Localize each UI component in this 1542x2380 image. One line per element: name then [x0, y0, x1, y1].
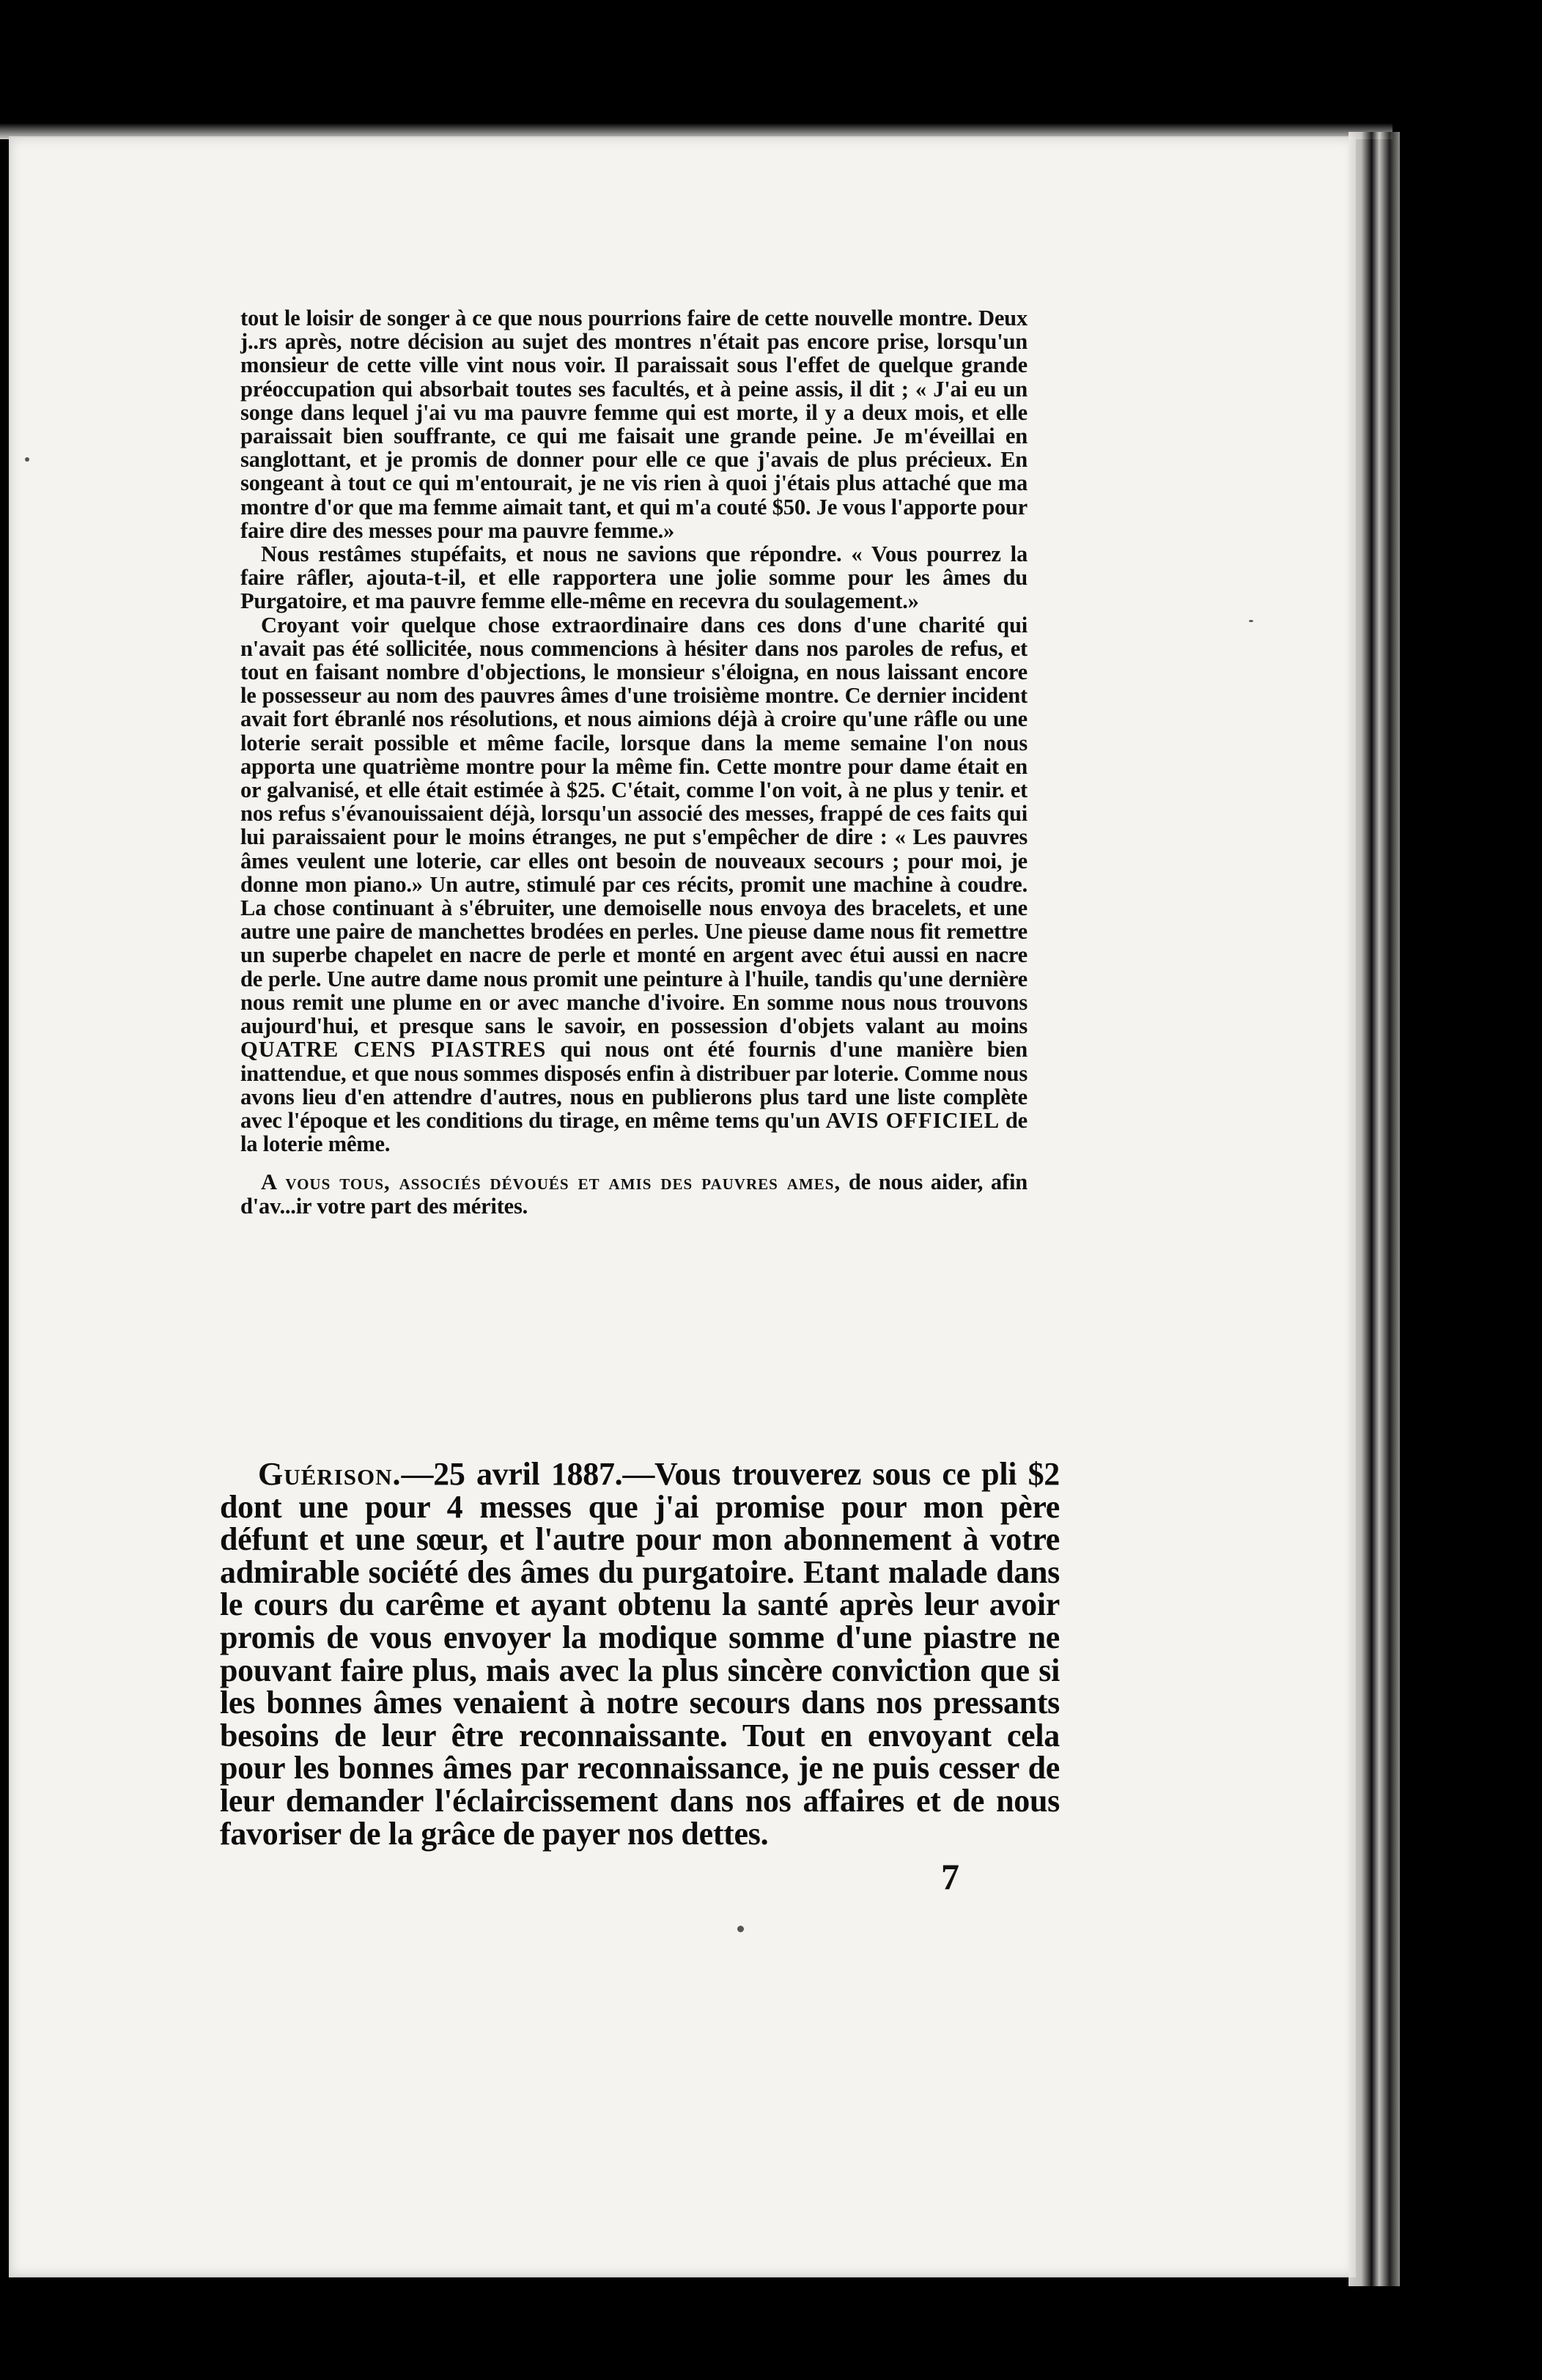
scan-speck — [25, 457, 29, 462]
body-text — [240, 306, 1028, 1218]
paragraph-loterie — [240, 613, 1028, 1156]
paragraph-stupefaits: Nous restâmes stupéfaits, et nous ne savions que répondre. « Vous pourrez la faire râfler, ajouta-t-il, et elle rapportera une jolie somme pour les âmes du Purgatoire, et ma pauvre femme elle-même en recevra du soulagement.» — [240, 542, 1028, 614]
scan-speck — [737, 1926, 744, 1932]
paragraph-montre-songe: tout le loisir de songer à ce que nous pourrions faire de cette nouvelle montre. Deux j..rs après, notre décision au sujet des montres n'était pas encore prise, lorsqu'un monsieur de cette ville vint nous voir. Il paraissait sous l'effet de quelque grande préoccupation qui absorbait toutes ses facultés, et à peine assis, il dit ; « J'ai eu un songe dans lequel j'ai vu ma pauvre femme qui est morte, il y a deux mois, et elle paraissait bien souffrante, ce qui me faisait une grande peine. Je m'éveillai en sanglottant, et je promis de donner pour elle ce que j'avais de plus précieux. En songeant à tout ce qui m'entourait, je ne vis rien à quoi j'étais plus attaché que ma montre d'or que ma femme aimait tant, et qui m'a couté $50. Je vous l'apporte pour faire dire des messes pour ma pauvre femme.» — [240, 306, 1028, 543]
paragraph-loterie-part3: de la loterie même. — [240, 1107, 1028, 1157]
testimony-heading: Guérison. — [258, 1456, 402, 1492]
appeal-paragraph — [240, 1170, 1028, 1217]
testimony-text: —25 avril 1887.—Vous trouverez sous ce pli $2 dont une pour 4 messes que j'ai promise pour mon père défunt et une sœur, et l'autre pour mon abonnement à votre admirable société des âmes du purgatoire. Etant malade dans le cours du carême et ayant obtenu la santé après leur avoir promis de vous envoyer la modique somme d'une piastre ne pouvant faire plus, mais avec la plus sincère conviction que si les bonnes âmes venaient à notre secours dans nos pressants besoins de leur être reconnaissante. Tout en envoyant cela pour les bonnes âmes par reconnaissance, je ne puis cesser de leur demander l'éclaircissement dans nos affaires et de nous favoriser de la grâce de payer nos dettes. — [220, 1456, 1060, 1852]
appeal-rest: de nous aider, afin d'av...ir votre part des mérites. — [240, 1169, 1028, 1219]
paragraph-loterie-part2: qui nous ont été fournis d'une manière bien inattendue, et que nous sommes disposés enfin à distribuer par loterie. Comme nous avons lieu d'en attendre d'autres, nous en publierons plus tard une liste complète avec l'époque et les conditions du tirage, en même tems qu'un — [240, 1037, 1028, 1133]
scan-speck — [1249, 620, 1253, 622]
page-number: 7 — [941, 1856, 959, 1897]
notice-emphasis: AVIS OFFICIEL — [825, 1107, 1000, 1133]
testimony-section — [220, 1458, 1060, 1850]
appeal-caps: A vous tous, associés dévoués et amis des pauvres ames, — [261, 1169, 841, 1195]
page-right-edge — [1349, 132, 1400, 2286]
amount-emphasis: QUATRE CENS PIASTRES — [240, 1037, 547, 1062]
testimony-paragraph — [220, 1458, 1060, 1850]
paragraph-loterie-part1: Croyant voir quelque chose extraordinaire dans ces dons d'une charité qui n'avait pas été sollicitée, nous commencions à hésiter dans nos paroles de refus, et tout en faisant nombre d'objections, le monsieur s'éloigna, en nous laissant encore le possesseur au nom des pauvres âmes d'une troisième montre. Ce dernier incident avait fort ébranlé nos résolutions, et nous aimions déjà à croire qu'une râfle ou une loterie serait possible et même facile, lorsque dans la meme semaine l'on nous apporta une quatrième montre pour la même fin. Cette montre pour dame était en or galvanisé, et elle était estimée à $25. C'était, comme l'on voit, à ne plus y tenir. et nos refus s'évanouissaient déjà, lorsqu'un associé des messes, frappé de ces faits qui lui paraissaient pour le moins étranges, ne put s'empêcher de dire : « Les pauvres âmes veulent une loterie, car elles ont besoin de nouveaux secours ; pour moi, je donne mon piano.» Un autre, stimulé par ces récits, promit une machine à coudre. La chose continuant à s'ébruiter, une demoiselle nous envoya des bracelets, et une autre une paire de manchettes brodées en perles. Une pieuse dame nous fit remettre un superbe chapelet en nacre de perle et monté en argent avec étui aussi en nacre de perle. Une autre dame nous promit une peinture à l'huile, tandis qu'une dernière nous remit une plume en or avec manche d'ivoire. En somme nous nous trouvons aujourd'hui, et presque sans le savoir, en possession d'objets valant au moins — [240, 612, 1028, 1039]
